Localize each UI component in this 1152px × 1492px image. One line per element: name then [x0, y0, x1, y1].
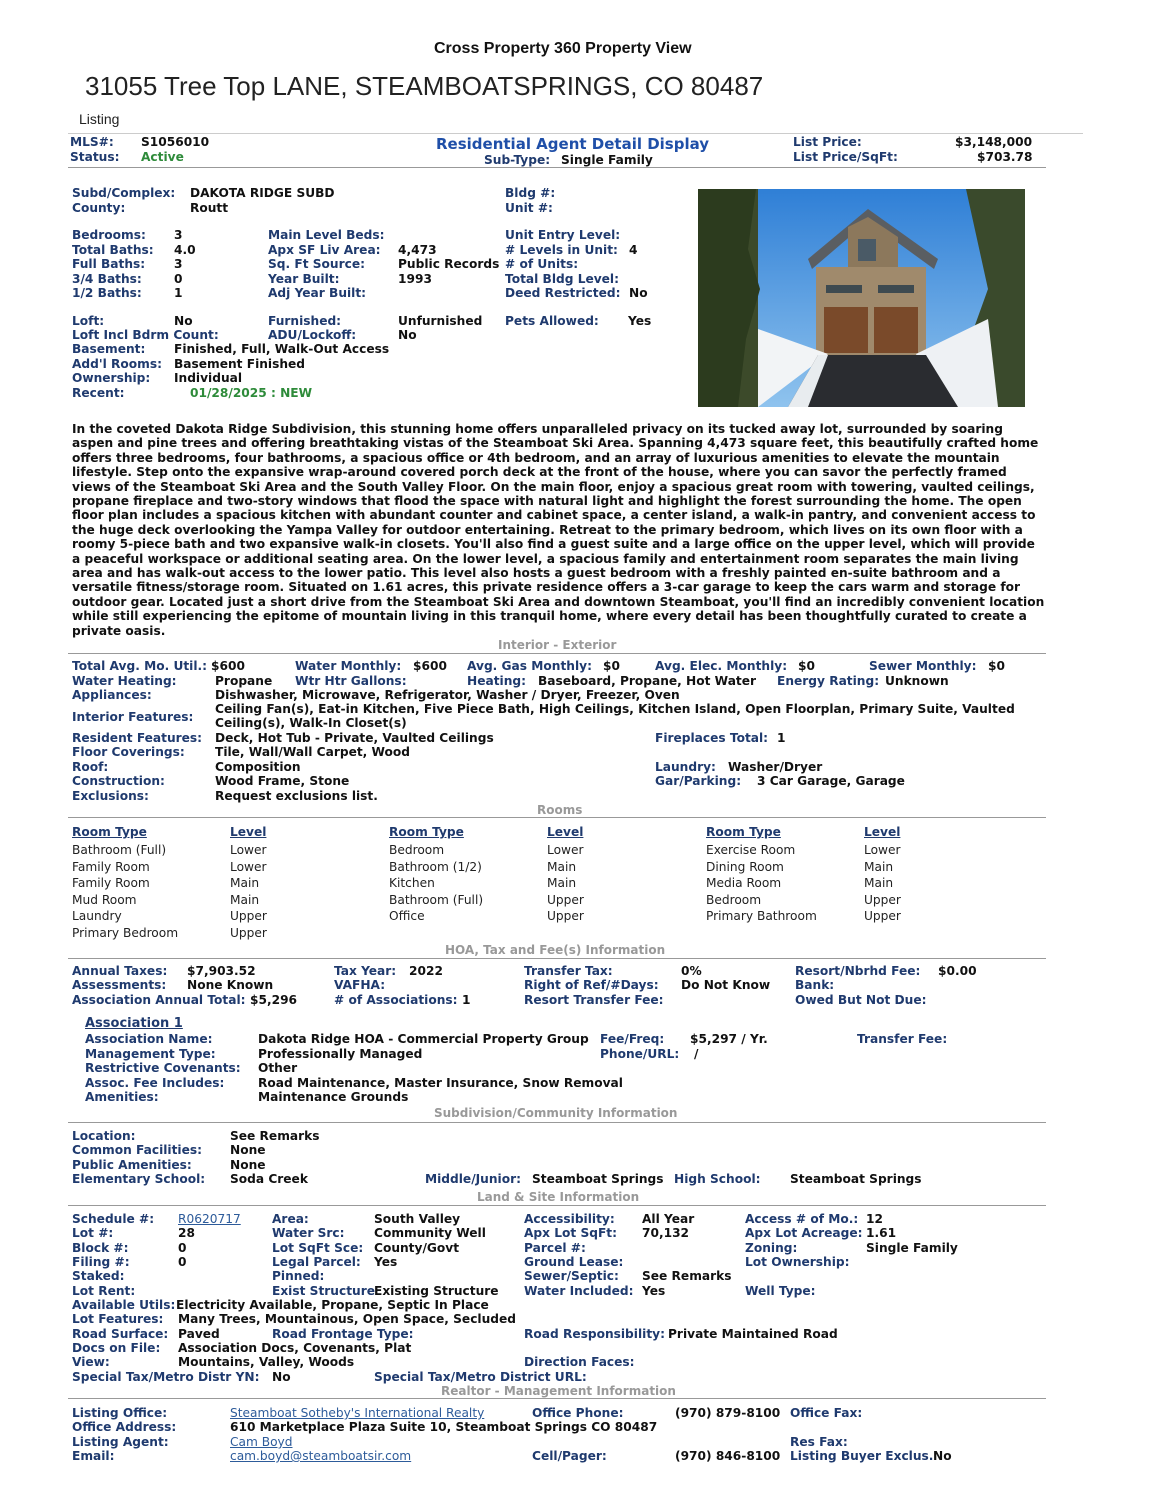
office-phone-label: Office Phone:	[532, 1406, 624, 1420]
water-included-value: Yes	[642, 1284, 666, 1298]
docs-on-file-value: Association Docs, Covenants, Plat	[178, 1341, 412, 1355]
bed-value: 3	[174, 228, 183, 242]
rooms-type-header-2: Room Type	[389, 825, 464, 839]
area-label: Area:	[272, 1212, 309, 1226]
section-realtor: Realtor - Management Information	[441, 1384, 676, 1398]
rooms-type-header-3: Room Type	[706, 825, 781, 839]
water-src-label: Water Src:	[272, 1226, 345, 1240]
gas-monthly-label: Avg. Gas Monthly:	[467, 659, 592, 673]
pinned-label: Pinned:	[272, 1269, 325, 1283]
half-baths-label: 1/2 Baths:	[72, 286, 142, 300]
elementary-school-value: Soda Creek	[230, 1172, 308, 1186]
public-amenities-value: None	[230, 1158, 266, 1172]
num-associations-value: 1	[462, 993, 471, 1007]
room-type: Bathroom (Full)	[72, 843, 167, 857]
subtype-value: Single Family	[561, 153, 653, 167]
mls-number: S1056010	[141, 135, 210, 149]
county-value: Routt	[190, 201, 229, 215]
room-type: Media Room	[706, 876, 782, 891]
lot-ownership-label: Lot Ownership:	[745, 1255, 850, 1269]
room-level: Lower	[230, 859, 267, 874]
staked-label: Staked:	[72, 1269, 125, 1283]
subd-label: Subd/Complex:	[72, 186, 176, 200]
mls-label: MLS#:	[70, 135, 114, 149]
lot-rent-label: Lot Rent:	[72, 1284, 136, 1298]
access-months-value: 12	[866, 1212, 883, 1226]
fee-freq-value: $5,297 / Yr.	[690, 1032, 768, 1046]
energy-rating-label: Energy Rating:	[777, 674, 880, 688]
interior-features-line1: Ceiling Fan(s), Eat-in Kitchen, Five Piece Bath, High Ceilings, Kitchen Island, Open Floorplan, Primary Suite, Vaulted	[215, 702, 1015, 716]
room-level: Upper	[547, 909, 584, 924]
section-interior-exterior: Interior - Exterior	[498, 638, 617, 652]
available-utils-label: Available Utils:	[72, 1298, 176, 1312]
middle-school-value: Steamboat Springs	[532, 1172, 664, 1186]
well-type-label: Well Type:	[745, 1284, 816, 1298]
room-type: Bathroom (1/2)	[389, 859, 482, 874]
assessments-label: Assessments:	[72, 978, 167, 992]
laundry-value: Washer/Dryer	[728, 760, 823, 774]
year-built-label: Year Built:	[268, 272, 340, 286]
lot-features-value: Many Trees, Mountainous, Open Space, Secluded	[178, 1312, 516, 1326]
annual-taxes-value: $7,903.52	[187, 964, 256, 978]
year-built-value: 1993	[398, 272, 432, 286]
adj-year-built-label: Adj Year Built:	[268, 286, 367, 300]
section-rooms: Rooms	[537, 803, 583, 817]
floor-coverings-label: Floor Coverings:	[72, 745, 185, 759]
room-type: Mud Room	[72, 892, 137, 907]
bank-label: Bank:	[795, 978, 835, 992]
zoning-label: Zoning:	[745, 1241, 798, 1255]
common-facilities-value: None	[230, 1143, 266, 1157]
unit-label: Unit #:	[505, 201, 553, 215]
full-baths-label: Full Baths:	[72, 257, 146, 271]
room-type: Kitchen	[389, 876, 435, 891]
water-heating-value: Propane	[215, 674, 273, 688]
assoc-name-value: Dakota Ridge HOA - Commercial Property Group	[258, 1032, 589, 1046]
buyer-exclus-label: Listing Buyer Exclus.	[790, 1449, 934, 1463]
exclusions-label: Exclusions:	[72, 789, 149, 803]
loft-label: Loft:	[72, 314, 105, 328]
transfer-fee-label: Transfer Fee:	[857, 1032, 948, 1046]
restrictive-covenants-label: Restrictive Covenants:	[85, 1061, 241, 1075]
office-address-value: 610 Marketplace Plaza Suite 10, Steamboat Springs CO 80487	[230, 1420, 658, 1434]
lot-acreage-value: 1.61	[866, 1226, 897, 1240]
sewer-septic-label: Sewer/Septic:	[524, 1269, 619, 1283]
amenities-value: Maintenance Grounds	[258, 1090, 409, 1104]
phone-url-label: Phone/URL:	[600, 1047, 680, 1061]
levels-label: # Levels in Unit:	[505, 243, 618, 257]
section-land: Land & Site Information	[477, 1190, 640, 1204]
cell-pager-value: (970) 846-8100	[675, 1449, 781, 1463]
block-value: 0	[178, 1241, 187, 1255]
util-label: Total Avg. Mo. Util.:	[72, 659, 208, 673]
buyer-exclus-value: No	[933, 1449, 952, 1463]
addl-rooms-label: Add'l Rooms:	[72, 357, 162, 371]
association-1-heading: Association 1	[85, 1016, 183, 1031]
room-level: Main	[230, 892, 260, 907]
lot-features-label: Lot Features:	[72, 1312, 164, 1326]
resort-fee-value: $0.00	[938, 964, 977, 978]
roof-value: Composition	[215, 760, 301, 774]
room-level: Upper	[864, 909, 901, 924]
resident-features-value: Deck, Hot Tub - Private, Vaulted Ceilings	[215, 731, 494, 745]
num-units-label: # of Units:	[505, 257, 579, 271]
sf-label: Apx SF Liv Area:	[268, 243, 381, 257]
laundry-label: Laundry:	[655, 760, 716, 774]
levels-value: 4	[629, 243, 638, 257]
room-type: Primary Bedroom	[72, 926, 179, 940]
assoc-name-label: Association Name:	[85, 1032, 213, 1046]
heating-label: Heating:	[467, 674, 526, 688]
sewer-septic-value: See Remarks	[642, 1269, 732, 1283]
room-type: Bathroom (Full)	[389, 892, 484, 907]
gar-parking-label: Gar/Parking:	[655, 774, 742, 788]
status-value: Active	[141, 150, 184, 164]
price-value: $3,148,000	[955, 135, 1033, 149]
room-level: Upper	[864, 892, 901, 907]
fireplaces-value: 1	[777, 731, 786, 745]
high-school-label: High School:	[674, 1172, 761, 1186]
price-label: List Price:	[793, 135, 862, 149]
basement-label: Basement:	[72, 342, 146, 356]
water-included-label: Water Included:	[524, 1284, 634, 1298]
office-phone-value: (970) 879-8100	[675, 1406, 781, 1420]
loft-value: No	[174, 314, 193, 328]
display-title: Residential Agent Detail Display	[436, 135, 710, 153]
view-label: View:	[72, 1355, 110, 1369]
room-type: Bedroom	[389, 843, 445, 857]
room-level: Lower	[547, 843, 584, 857]
rooms-type-header-1: Room Type	[72, 825, 147, 839]
accessibility-label: Accessibility:	[524, 1212, 615, 1226]
listing-office-link[interactable]: Steamboat Sotheby's International Realty	[230, 1406, 485, 1420]
room-type: Exercise Room	[706, 843, 796, 857]
public-amenities-label: Public Amenities:	[72, 1158, 192, 1172]
docs-on-file-label: Docs on File:	[72, 1341, 161, 1355]
road-surface-value: Paved	[178, 1327, 220, 1341]
special-tax-label: Special Tax/Metro Distr YN:	[72, 1370, 260, 1384]
basement-value: Finished, Full, Walk-Out Access	[174, 342, 390, 356]
listing-agent-link[interactable]: Cam Boyd	[230, 1435, 293, 1449]
psf-label: List Price/SqFt:	[793, 150, 898, 164]
three-quarter-baths-value: 0	[174, 272, 183, 286]
location-value: See Remarks	[230, 1129, 320, 1143]
rooms-level-header-3: Level	[864, 825, 901, 839]
bldg-label: Bldg #:	[505, 186, 556, 200]
room-type: Family Room	[72, 859, 150, 874]
schedule-link[interactable]: R0620717	[178, 1212, 241, 1226]
section-hoa: HOA, Tax and Fee(s) Information	[445, 943, 666, 957]
common-facilities-label: Common Facilities:	[72, 1143, 202, 1157]
construction-value: Wood Frame, Stone	[215, 774, 350, 788]
appliances-label: Appliances:	[72, 688, 152, 702]
exist-structure-label: Exist Structure	[272, 1284, 375, 1298]
room-type: Bedroom	[706, 892, 762, 907]
view-value: Mountains, Valley, Woods	[178, 1355, 355, 1369]
office-fax-label: Office Fax:	[790, 1406, 863, 1420]
room-level: Upper	[230, 926, 267, 940]
wtr-htr-gallons-label: Wtr Htr Gallons:	[295, 674, 407, 688]
right-of-ref-label: Right of Ref/#Days:	[524, 978, 659, 992]
total-baths-label: Total Baths:	[72, 243, 154, 257]
lot-sqft-label: Apx Lot SqFt:	[524, 1226, 617, 1240]
vafha-label: VAFHA:	[334, 978, 386, 992]
furnished-value: Unfurnished	[398, 314, 483, 328]
assoc-fee-includes-label: Assoc. Fee Includes:	[85, 1076, 225, 1090]
block-label: Block #:	[72, 1241, 129, 1255]
ground-lease-label: Ground Lease:	[524, 1255, 624, 1269]
assoc-fee-includes-value: Road Maintenance, Master Insurance, Snow Removal	[258, 1076, 623, 1090]
main-level-beds-label: Main Level Beds:	[268, 228, 385, 242]
filing-value: 0	[178, 1255, 187, 1269]
exclusions-value: Request exclusions list.	[215, 789, 378, 803]
total-baths-value: 4.0	[174, 243, 196, 257]
property-address: 31055 Tree Top LANE, STEAMBOATSPRINGS, CO 80487	[85, 71, 764, 101]
sf-source-value: Public Records	[398, 257, 500, 271]
sewer-monthly-label: Sewer Monthly:	[869, 659, 977, 673]
road-frontage-label: Road Frontage Type:	[272, 1327, 414, 1341]
legal-parcel-value: Yes	[374, 1255, 398, 1269]
room-type: Laundry	[72, 909, 122, 924]
deed-restricted-label: Deed Restricted:	[505, 286, 621, 300]
restrictive-covenants-value: Other	[258, 1061, 298, 1075]
interior-features-label: Interior Features:	[72, 710, 194, 724]
owed-not-due-label: Owed But Not Due:	[795, 993, 927, 1007]
adu-label: ADU/Lockoff:	[268, 328, 357, 342]
available-utils-value: Electricity Available, Propane, Septic In Place	[176, 1298, 489, 1312]
gar-parking-value: 3 Car Garage, Garage	[757, 774, 905, 788]
direction-faces-label: Direction Faces:	[524, 1355, 635, 1369]
elec-monthly-value: $0	[798, 659, 815, 673]
resort-transfer-fee-label: Resort Transfer Fee:	[524, 993, 664, 1007]
water-monthly-value: $600	[413, 659, 447, 673]
unit-entry-label: Unit Entry Level:	[505, 228, 621, 242]
special-tax-value: No	[272, 1370, 291, 1384]
assoc-annual-total-label: Association Annual Total:	[72, 993, 246, 1007]
interior-features-line2: Ceiling(s), Walk-In Closet(s)	[215, 716, 407, 730]
accessibility-value: All Year	[642, 1212, 695, 1226]
county-label: County:	[72, 201, 126, 215]
deed-restricted-value: No	[629, 286, 648, 300]
room-level: Main	[864, 859, 894, 874]
resident-features-label: Resident Features:	[72, 731, 203, 745]
right-of-ref-value: Do Not Know	[681, 978, 771, 992]
appliances-value: Dishwasher, Microwave, Refrigerator, Washer / Dryer, Freezer, Oven	[215, 688, 680, 702]
resort-fee-label: Resort/Nbrhd Fee:	[795, 964, 921, 978]
email-label: Email:	[72, 1449, 115, 1463]
elec-monthly-label: Avg. Elec. Monthly:	[655, 659, 788, 673]
ownership-label: Ownership:	[72, 371, 151, 385]
bed-label: Bedrooms:	[72, 228, 146, 242]
lot-acreage-label: Apx Lot Acreage:	[745, 1226, 863, 1240]
mgmt-type-value: Professionally Managed	[258, 1047, 423, 1061]
property-photo	[698, 189, 1025, 407]
listing-agent-label: Listing Agent:	[72, 1435, 169, 1449]
half-baths-value: 1	[174, 286, 183, 300]
sf-source-label: Sq. Ft Source:	[268, 257, 365, 271]
lot-value: 28	[178, 1226, 195, 1240]
energy-rating-value: Unknown	[885, 674, 949, 688]
status-label: Status:	[70, 150, 120, 164]
fireplaces-label: Fireplaces Total:	[655, 731, 769, 745]
util-value: $600	[211, 659, 245, 673]
res-fax-label: Res Fax:	[790, 1435, 848, 1449]
water-src-value: Community Well	[374, 1226, 486, 1240]
tax-year-label: Tax Year:	[334, 964, 397, 978]
elementary-school-label: Elementary School:	[72, 1172, 206, 1186]
rooms-level-header-1: Level	[230, 825, 267, 839]
office-address-label: Office Address:	[72, 1420, 177, 1434]
fee-freq-label: Fee/Freq:	[600, 1032, 665, 1046]
ownership-value: Individual	[174, 371, 243, 385]
road-surface-label: Road Surface:	[72, 1327, 169, 1341]
rooms-level-header-2: Level	[547, 825, 584, 839]
floor-coverings-value: Tile, Wall/Wall Carpet, Wood	[215, 745, 411, 759]
road-responsibility-value: Private Maintained Road	[668, 1327, 838, 1341]
tax-year-value: 2022	[409, 964, 443, 978]
room-type: Dining Room	[706, 859, 784, 874]
room-type: Office	[389, 909, 425, 924]
room-level: Upper	[230, 909, 267, 924]
subtype-label: Sub-Type:	[484, 153, 551, 167]
three-quarter-baths-label: 3/4 Baths:	[72, 272, 142, 286]
phone-url-value: /	[694, 1047, 699, 1061]
pets-value: Yes	[628, 314, 652, 328]
furnished-label: Furnished:	[268, 314, 342, 328]
filing-label: Filing #:	[72, 1255, 130, 1269]
access-months-label: Access # of Mo.:	[745, 1212, 859, 1226]
room-type: Family Room	[72, 876, 150, 891]
construction-label: Construction:	[72, 774, 165, 788]
section-subdivision: Subdivision/Community Information	[434, 1106, 678, 1120]
page-header: Cross Property 360 Property View	[434, 40, 692, 57]
psf-value: $703.78	[977, 150, 1033, 164]
parcel-label: Parcel #:	[524, 1241, 586, 1255]
recent-label: Recent:	[72, 386, 125, 400]
sewer-monthly-value: $0	[988, 659, 1005, 673]
middle-school-label: Middle/Junior:	[425, 1172, 521, 1186]
gas-monthly-value: $0	[603, 659, 620, 673]
transfer-tax-value: 0%	[681, 964, 702, 978]
pets-label: Pets Allowed:	[505, 314, 599, 328]
assessments-value: None Known	[187, 978, 274, 992]
room-type: Primary Bathroom	[706, 909, 817, 924]
road-responsibility-label: Road Responsibility:	[524, 1327, 665, 1341]
adu-value: No	[398, 328, 417, 342]
high-school-value: Steamboat Springs	[790, 1172, 922, 1186]
lot-sqft-value: 70,132	[642, 1226, 690, 1240]
num-associations-label: # of Associations:	[334, 993, 458, 1007]
lot-label: Lot #:	[72, 1226, 114, 1240]
listing-office-label: Listing Office:	[72, 1406, 168, 1420]
mgmt-type-label: Management Type:	[85, 1047, 216, 1061]
room-level: Main	[230, 876, 260, 891]
assoc-annual-total-value: $5,296	[250, 993, 298, 1007]
room-level: Main	[864, 876, 894, 891]
email-link[interactable]: cam.boyd@steamboatsir.com	[230, 1449, 412, 1463]
transfer-tax-label: Transfer Tax:	[524, 964, 613, 978]
area-value: South Valley	[374, 1212, 461, 1226]
lot-sqft-source-value: County/Govt	[374, 1241, 460, 1255]
room-level: Main	[547, 876, 577, 891]
room-level: Upper	[547, 892, 584, 907]
zoning-value: Single Family	[866, 1241, 958, 1255]
total-bldg-level-label: Total Bldg Level:	[505, 272, 619, 286]
addl-rooms-value: Basement Finished	[174, 357, 306, 371]
heating-value: Baseboard, Propane, Hot Water	[538, 674, 757, 688]
subd-value: DAKOTA RIDGE SUBD	[190, 186, 335, 200]
legal-parcel-label: Legal Parcel:	[272, 1255, 361, 1269]
roof-label: Roof:	[72, 760, 109, 774]
amenities-label: Amenities:	[85, 1090, 159, 1104]
room-level: Main	[547, 859, 577, 874]
room-level: Lower	[864, 843, 901, 857]
sf-value: 4,473	[398, 243, 437, 257]
listing-label: Listing	[79, 111, 120, 127]
cell-pager-label: Cell/Pager:	[532, 1449, 607, 1463]
property-description: In the coveted Dakota Ridge Subdivision, this stunning home offers unparalleled privacy on its tucked away lot, surrounded by soaring aspen and pine trees and offering breathtaking vistas of the Steamboat Ski Area. Spanning 4,473 square feet, this beautifully crafted home offers three bedrooms, four bathrooms, a spacious office or 4th bedroom, and an array of luxurious amenities to elevate the mountain lifestyle. Step onto the expansive wrap-around covered porch deck at the front of the house, where you can savor the perfectly framed views of the Steamboat Ski Area and the South Valley Floor. On the main floor, enjoy a spacious great room with towering, vaulted ceilings, propane fireplace and two-story windows that flood the space with natural light and highlight the forest surrounding the home. The open floor plan includes a spacious kitchen with abundant counter and cabinet space, a center island, a walk-in pantry, and convenient access to the huge deck overlooking the Yampa Valley for outdoor entertaining. Retreat to the primary bedroom, which lives on its own floor with a roomy 5-piece bath and two expansive walk-in closets. You'll also find a guest suite and a large office on the upper level, which will provide a peaceful workspace or additional seating area. On the lower level, a spacious family and entertainment room separates the main living area and has walk-out access to the lower patio. This level also hosts a guest bedroom with a freshly painted en-suite bathroom and a versatile fitness/storage room. Situated on 1.61 acres, this private residence offers a 3-car garage to keep the cars warm and storage for outdoor gear. Located just a short drive from the Steamboat Ski Area and downtown Steamboat, you'll find an incredibly convenient location while still experiencing the epitome of mountain living in this tranquil home, where every detail has been thoughtfully curated to create a private oasis.	[72, 422, 1045, 638]
room-level: Lower	[230, 843, 267, 857]
special-tax-url-label: Special Tax/Metro District URL:	[374, 1370, 587, 1384]
exist-structure-value: Existing Structure	[374, 1284, 499, 1298]
location-label: Location:	[72, 1129, 136, 1143]
water-heating-label: Water Heating:	[72, 674, 177, 688]
lot-sqft-source-label: Lot SqFt Sce:	[272, 1241, 364, 1255]
schedule-label: Schedule #:	[72, 1212, 155, 1226]
recent-value: 01/28/2025 : NEW	[190, 386, 313, 400]
annual-taxes-label: Annual Taxes:	[72, 964, 168, 978]
water-monthly-label: Water Monthly:	[295, 659, 402, 673]
loft-bdrm-count-label: Loft Incl Bdrm Count:	[72, 328, 219, 342]
full-baths-value: 3	[174, 257, 183, 271]
